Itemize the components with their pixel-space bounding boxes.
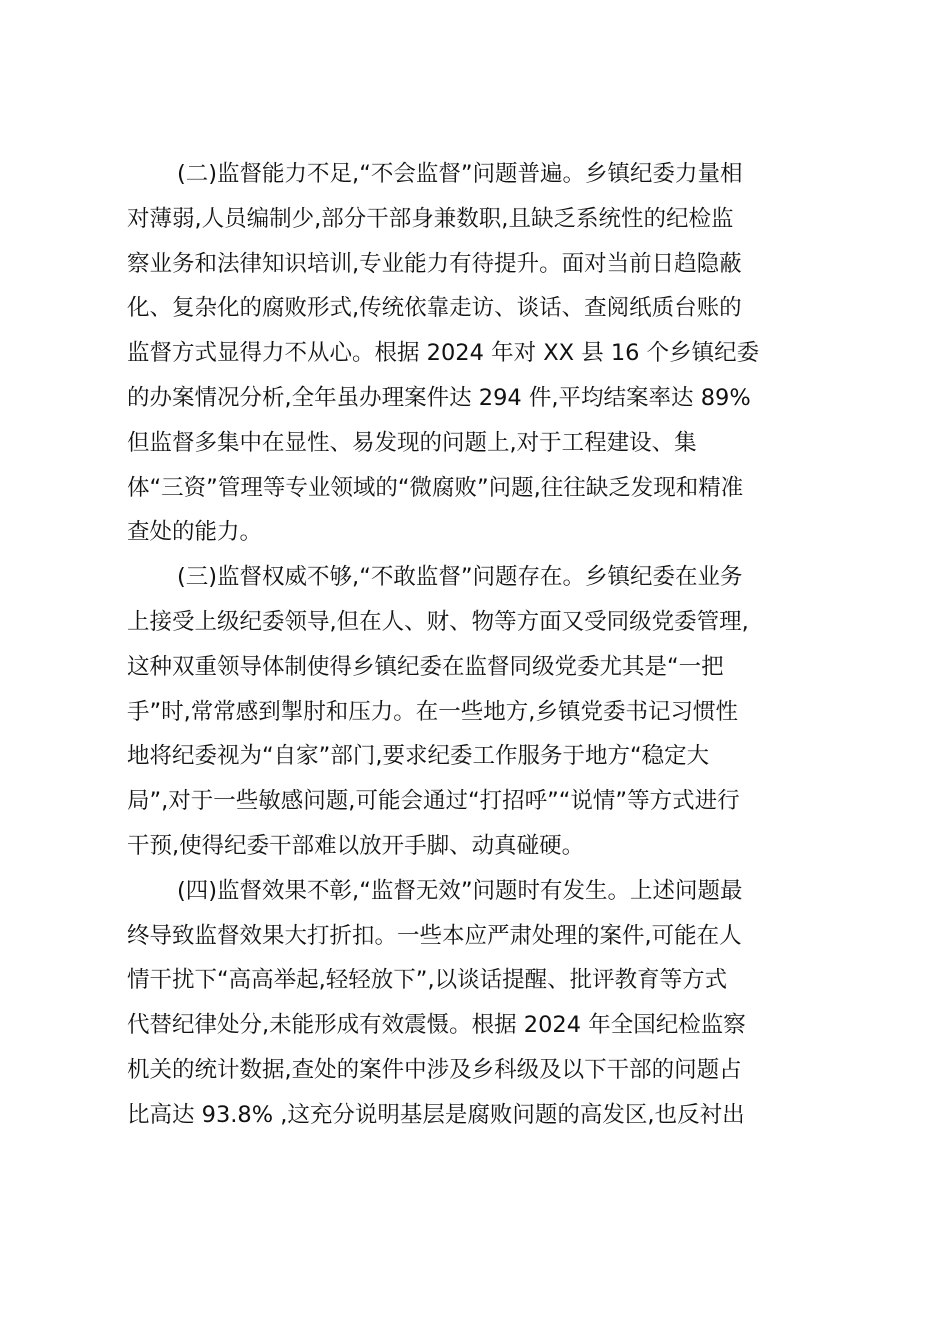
paragraph-supervision-ability bbox=[127, 152, 832, 555]
text-line: (二)监督能力不足,“不会监督”问题普遍。乡镇纪委力量相 bbox=[177, 161, 743, 187]
document-body bbox=[127, 152, 832, 1138]
text-line: 但监督多集中在显性、易发现的问题上,对于工程建设、集 bbox=[127, 429, 697, 456]
text-line: 的办案情况分析,全年虽办理案件达 294 件,平均结案率达 89% bbox=[127, 384, 751, 411]
text-line: 上接受上级纪委领导,但在人、财、物等方面又受同级党委管理, bbox=[127, 608, 749, 635]
text-line: 这种双重领导体制使得乡镇纪委在监督同级党委尤其是“一把 bbox=[127, 653, 724, 680]
text-line: 代替纪律处分,未能形成有效震慑。根据 2024 年全国纪检监察 bbox=[127, 1012, 746, 1039]
text-line: 化、复杂化的腐败形式,传统依靠走访、谈话、查阅纸质台账的 bbox=[127, 295, 742, 322]
text-line: 情干扰下“高高举起,轻轻放下”,以谈话提醒、批评教育等方式 bbox=[127, 967, 728, 994]
text-line: 监督方式显得力不从心。根据 2024 年对 XX 县 16 个乡镇纪委 bbox=[127, 340, 760, 367]
text-line: 终导致监督效果大打折扣。一些本应严肃处理的案件,可能在人 bbox=[127, 922, 742, 949]
text-line: 体“三资”管理等专业领域的“微腐败”问题,往往缺乏发现和精准 bbox=[127, 474, 744, 501]
paragraph-supervision-authority bbox=[127, 555, 832, 869]
text-line: (三)监督权威不够,“不敢监督”问题存在。乡镇纪委在业务 bbox=[177, 564, 743, 591]
text-line: 比高达 93.8% ,这充分说明基层是腐败问题的高发区,也反衬出 bbox=[127, 1101, 745, 1128]
text-line: 手”时,常常感到掣肘和压力。在一些地方,乡镇党委书记习惯性 bbox=[127, 698, 738, 725]
text-line: (四)监督效果不彰,“监督无效”问题时有发生。上述问题最 bbox=[177, 877, 743, 904]
text-line: 查处的能力。 bbox=[127, 519, 263, 546]
text-line: 地将纪委视为“自家”部门,要求纪委工作服务于地方“稳定大 bbox=[127, 743, 710, 770]
text-line: 干预,使得纪委干部难以放开手脚、动真碰硬。 bbox=[127, 832, 585, 859]
text-line: 对薄弱,人员编制少,部分干部身兼数职,且缺乏系统性的纪检监 bbox=[127, 205, 734, 232]
text-line: 察业务和法律知识培训,专业能力有待提升。面对当前日趋隐蔽 bbox=[127, 250, 742, 277]
text-line: 机关的统计数据,查处的案件中涉及乡科级及以下干部的问题占 bbox=[127, 1056, 742, 1083]
text-line: 局”,对于一些敏感问题,可能会通过“打招呼”“说情”等方式进行 bbox=[127, 788, 740, 815]
paragraph-supervision-effect bbox=[127, 869, 832, 1138]
